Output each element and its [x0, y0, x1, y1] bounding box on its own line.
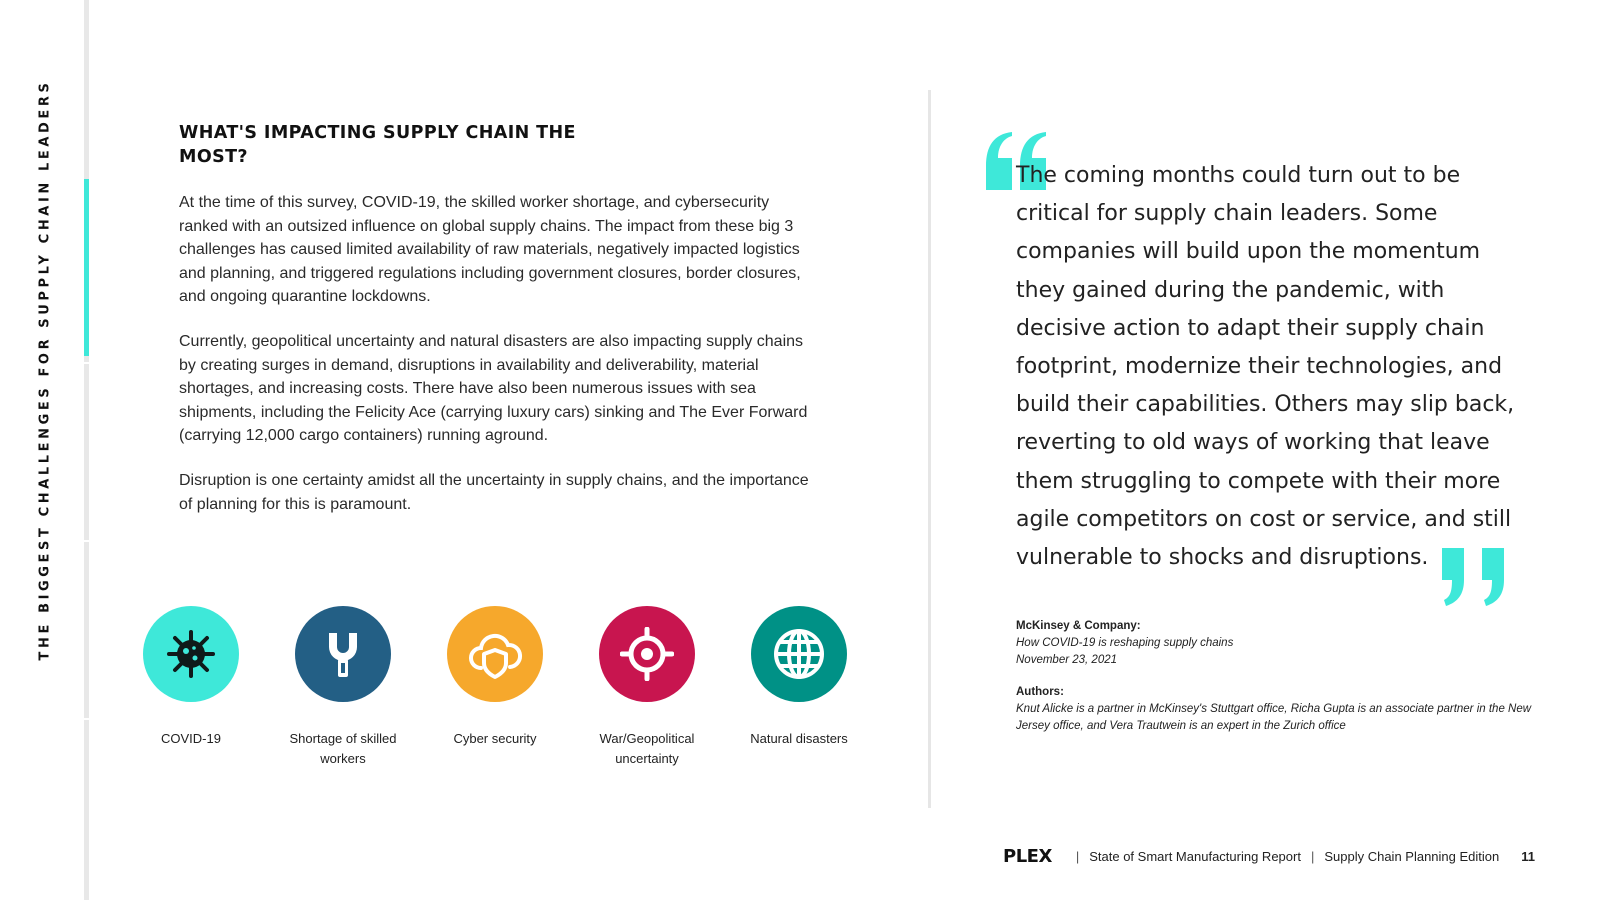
- citation-source: McKinsey & Company:: [1016, 620, 1141, 632]
- crosshair-icon: [620, 627, 674, 681]
- footer-edition: Supply Chain Planning Edition: [1324, 848, 1500, 864]
- close-quote-icon: [1442, 548, 1512, 606]
- citation-authors-label: Authors:: [1016, 686, 1064, 698]
- body-paragraph: At the time of this survey, COVID-19, the skilled worker shortage, and cybersecurity ranked with an outsized influence on global supply chains. The impact from these big 3 challenges has caused limited availability of raw materials, negatively impacted logistics and planning, and triggered regulations including government closures, border closures, and ongoing quarantine lockdowns.: [179, 194, 801, 305]
- section-side-label: THE BIGGEST CHALLENGES FOR SUPPLY CHAIN LEADERS: [37, 79, 53, 661]
- challenge-icon-circle: [447, 606, 543, 702]
- challenge-item-natural-disasters: [724, 606, 874, 749]
- wrench-icon: [321, 629, 365, 679]
- page-number: 11: [1521, 848, 1535, 864]
- pull-quote: The coming months could turn out to be critical for supply chain leaders. Some companies will build upon the momentum they gained during the pandemic, with decisive action to adapt their supply chain footprint, modernize their technologies, and build their capabilities. Others may slip back, reverting to old ways of working that leave them struggling to compete with their more agile competitors on cost or service, and still vulnerable to shocks and disruptions.: [1016, 163, 1515, 571]
- side-rail-divider: [84, 362, 89, 364]
- challenge-icon-circle: [751, 606, 847, 702]
- challenge-label: Shortage of skilled workers: [289, 731, 397, 766]
- challenge-label: COVID-19: [161, 731, 221, 746]
- challenge-icon-circle: [599, 606, 695, 702]
- section-heading: WHAT'S IMPACTING SUPPLY CHAIN THE MOST?: [179, 123, 576, 167]
- challenge-label: War/Geopolitical uncertainty: [599, 731, 695, 766]
- globe-icon: [772, 627, 826, 681]
- citation-title: How COVID-19 is reshaping supply chains: [1016, 637, 1234, 649]
- virus-icon: [165, 628, 217, 680]
- side-rail-divider: [84, 540, 89, 542]
- plex-logo: PLEX: [1003, 845, 1052, 867]
- footer-separator: |: [1310, 848, 1315, 864]
- challenge-label: Cyber security: [453, 731, 537, 746]
- challenge-label: Natural disasters: [750, 731, 848, 746]
- side-rail: [84, 0, 89, 900]
- body-paragraph: Currently, geopolitical uncertainty and natural disasters are also impacting supply chains by creating surges in demand, disruptions in availability and deliverability, material shortages, and increasing costs. There have also been numerous issues with sea shipments, including the Felicity Ace (carrying luxury cars) sinking and The Ever Forward (carrying 12,000 cargo containers) running aground.: [179, 333, 808, 444]
- column-divider: [928, 90, 931, 808]
- quote-citation: [1016, 618, 1536, 735]
- challenge-item-cyber-security: [420, 606, 570, 749]
- footer-report-title: State of Smart Manufacturing Report: [1089, 848, 1301, 864]
- citation-date: November 23, 2021: [1016, 654, 1118, 666]
- body-paragraph: Disruption is one certainty amidst all the uncertainty in supply chains, and the importance of planning for this is paramount.: [179, 472, 809, 513]
- side-rail-accent: [84, 179, 89, 356]
- side-rail-divider: [84, 718, 89, 720]
- challenge-item-war: [572, 606, 722, 768]
- cloud-shield-icon: [467, 628, 523, 680]
- page-footer: [1003, 846, 1535, 866]
- challenge-icon-circle: [143, 606, 239, 702]
- citation-authors: Knut Alicke is a partner in McKinsey's Stuttgart office, Richa Gupta is an associate partner in the New Jersey office, and Vera Trautwein is an expert in the Zurich office: [1016, 703, 1532, 732]
- footer-separator: |: [1075, 848, 1080, 864]
- challenge-item-covid: [116, 606, 266, 749]
- challenge-icon-circle: [295, 606, 391, 702]
- challenge-item-skilled-workers: [268, 606, 418, 768]
